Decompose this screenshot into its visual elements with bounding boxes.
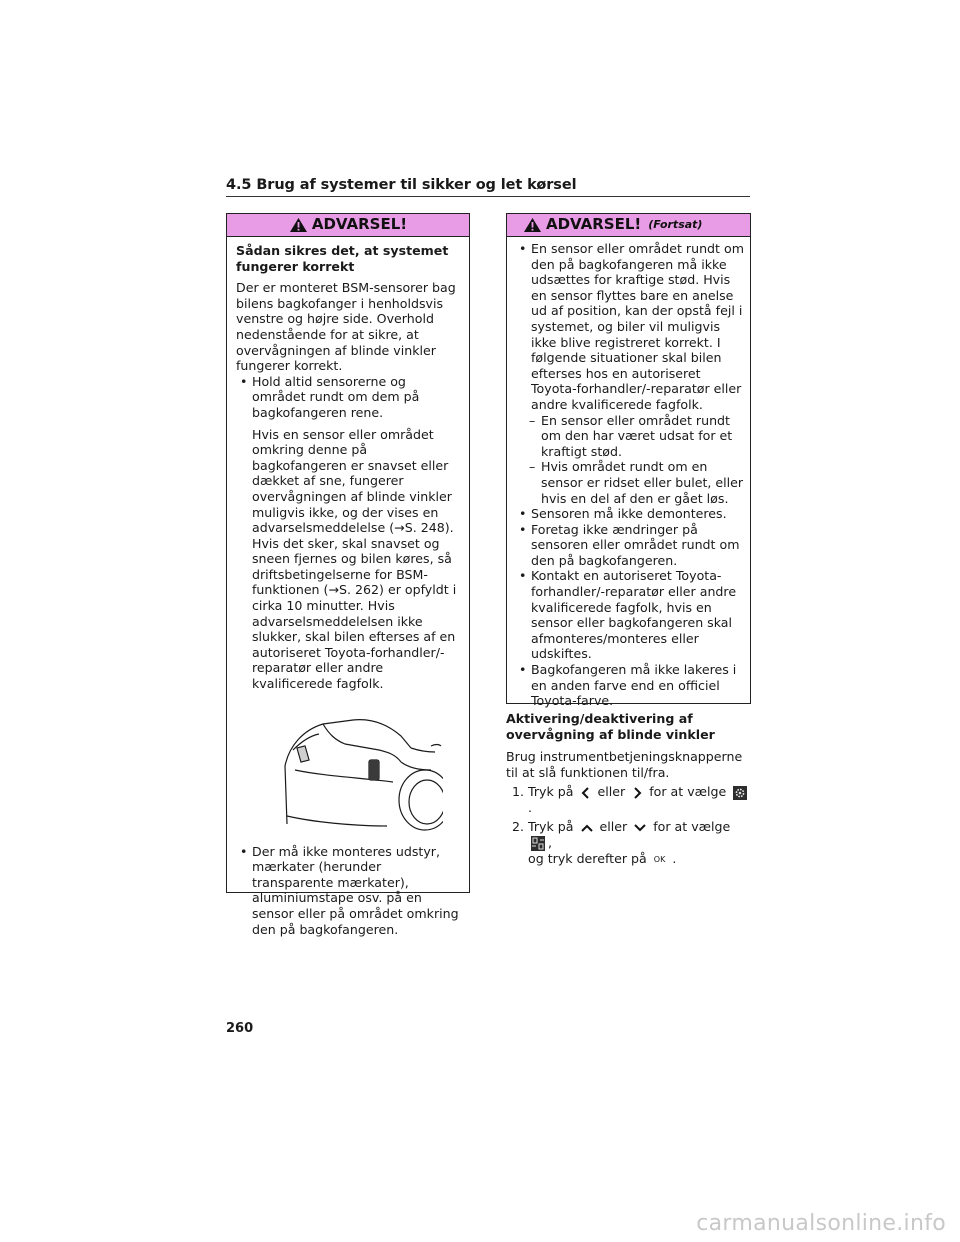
- step-number: 2.: [512, 819, 525, 835]
- warning-heading-line1: Sådan sikres det, at systemet: [236, 243, 449, 258]
- step-text: eller: [597, 784, 626, 800]
- ok-button-icon: OK: [653, 854, 666, 864]
- warning-header-continued: [507, 214, 750, 237]
- warning-header: [227, 214, 469, 237]
- warning-box-right: [506, 213, 751, 709]
- activation-section: [506, 711, 751, 867]
- step-text: .: [672, 850, 677, 866]
- warning-bullet-modify: • Foretag ikke ændringer på sensoren eller området rundt om den på bagkofangeren.: [515, 522, 744, 569]
- warning-heading: [236, 243, 461, 274]
- car-rear-bumper-illustration: [283, 706, 443, 834]
- section-header: 4.5 Brug af systemer til sikker og let kørsel: [226, 177, 750, 197]
- warning-continued-label: (Fortsat): [648, 218, 703, 232]
- warning-triangle-icon: [523, 217, 542, 233]
- warning-bullet-disassemble: • Sensoren må ikke demonteres.: [515, 506, 744, 522]
- warning-bullet-paint: • Bagkofangeren må ikke lakeres i en anden farve end en officiel Toyota-farve.: [515, 662, 744, 709]
- warning-bullet-detail: Hvis en sensor eller området omkring denne på bagkofangeren er snavset eller dækket af sne, fungerer overvågningen af blinde vinkler muligvis ikke, og der vises en advarselsmeddelelse (→S. 248). Hvis det sker, skal snavset og sneen fjernes og bilen køres, så driftsbetingelserne for BSM-funktionen (→S. 262) er opfyldt i cirka 10 minutter. Hvis advarselsmeddelelsen ikke slukker, skal bilen efterses af en autoriseret Toyota-forhandler/-reparatør eller andre kvalificerede fagfolk.: [252, 426, 457, 692]
- warning-bullet-dealer: • Kontakt en autoriseret Toyota-forhandler/-reparatør eller andre kvalificerede fagfolk, hvis en sensor eller bagkofangeren skal afmonteres/monteres eller udskiftes.: [515, 568, 744, 662]
- activation-intro: Brug instrumentbetjeningsknapperne til at slå funktionen til/fra.: [506, 749, 743, 780]
- warning-bullet-impact: • En sensor eller området rundt om den på bagkofangeren må ikke udsættes for kraftige stød. Hvis en sensor flyttes bare en anelse ud af position, kan der opstå fejl i systemet, og biler vil muligvis ikke blive registreret korrekt. I følgende situationer skal bilen efterses hos en autoriseret Toyota-forhandler/-reparatør eller andre kvalificerede fagfolk.: [515, 241, 744, 413]
- warning-bullet-stickers: • Der må ikke monteres udstyr, mærkater (herunder transparente mærkater), aluminiumstape osv. på en sensor eller på området omkring den på bagkofangeren.: [236, 844, 461, 938]
- chevron-right-icon: [632, 787, 642, 799]
- step-text: Tryk på: [528, 784, 574, 800]
- chevron-down-icon: [634, 823, 646, 833]
- page-number: 260: [226, 1021, 254, 1036]
- step-text: Tryk på: [528, 819, 574, 835]
- step-2: [506, 819, 751, 867]
- warning-dash-impact: – En sensor eller området rundt om den har været udsat for et kraftigt stød.: [515, 413, 744, 460]
- step-text: eller: [599, 819, 628, 835]
- warning-box-left: [226, 213, 470, 937]
- chevron-up-icon: [581, 823, 593, 833]
- activation-heading: Aktivering/deaktivering af overvågning af blinde vinkler: [506, 711, 715, 742]
- step-text: .: [528, 799, 533, 815]
- step-number: 1.: [512, 784, 525, 800]
- warning-heading-line2: fungerer korrekt: [236, 258, 355, 274]
- warning-triangle-icon: [289, 217, 308, 233]
- warning-title: ADVARSEL!: [546, 215, 642, 234]
- step-text: ,: [548, 834, 553, 850]
- warning-title: ADVARSEL!: [311, 215, 408, 234]
- settings-gear-icon: [733, 786, 747, 800]
- step-text: for at vælge: [653, 819, 731, 835]
- watermark: carmanualsonline.info: [696, 1211, 946, 1236]
- step-text: og tryk derefter på: [528, 850, 647, 866]
- step-1: [506, 784, 751, 815]
- bsm-car-icon: [531, 836, 545, 851]
- warning-dash-damage: – Hvis området rundt om en sensor er ridset eller bulet, eller hvis en del af den er gået løs.: [515, 459, 744, 506]
- warning-intro: Der er monteret BSM-sensorer bag bilens bagkofanger i henholdsvis venstre og højre side. Overhold nedenstående for at sikre, at overvågningen af blinde vinkler fungerer korrekt.: [236, 280, 456, 374]
- step-text: for at vælge: [649, 784, 727, 800]
- chevron-left-icon: [581, 787, 591, 799]
- warning-bullet-clean: • Hold altid sensorerne og området rundt om dem på bagkofangeren rene.: [236, 374, 461, 421]
